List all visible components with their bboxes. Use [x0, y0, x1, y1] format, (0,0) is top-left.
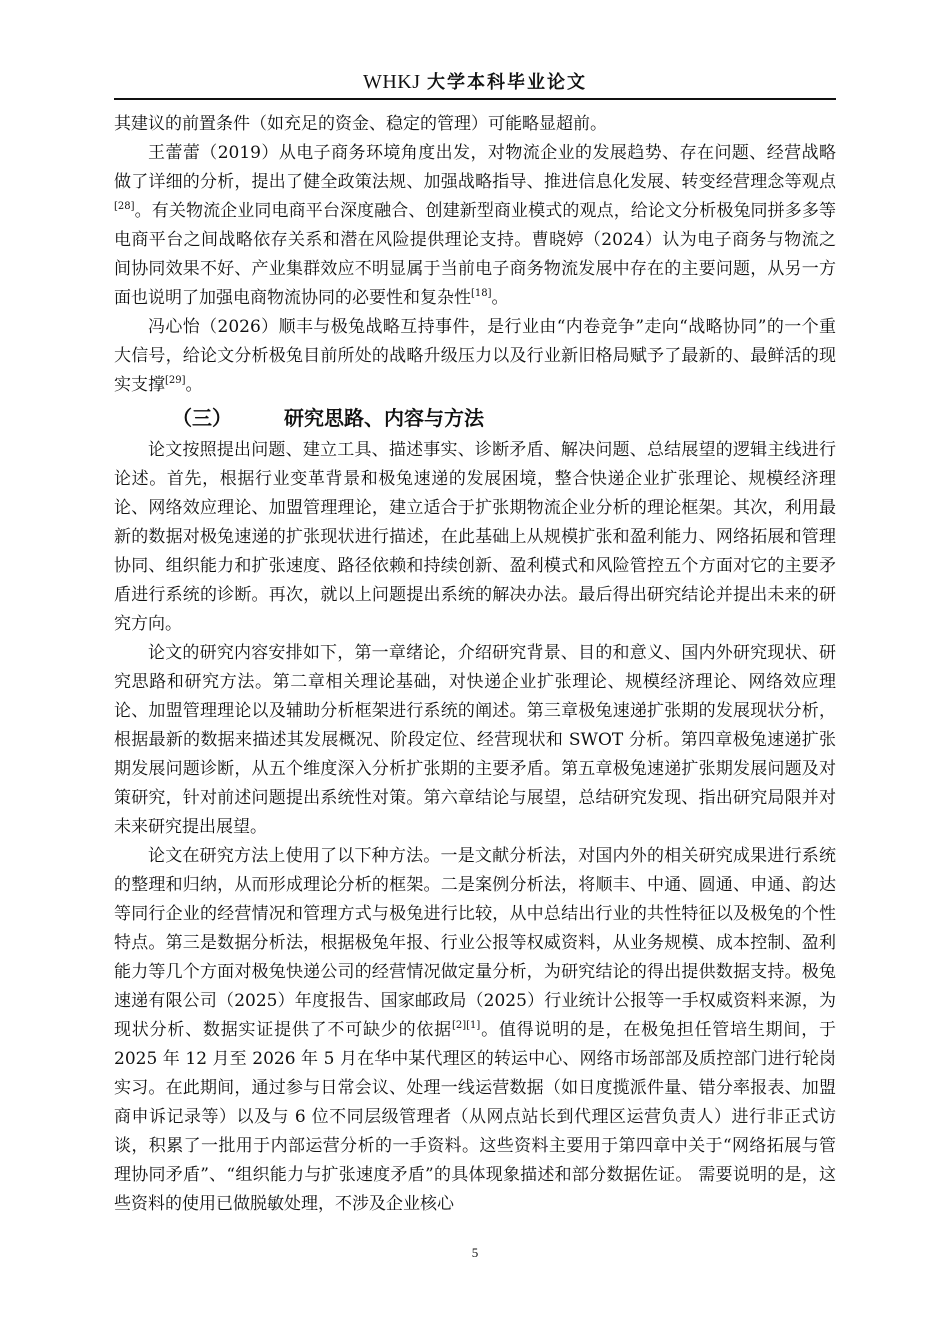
paragraph-logic: 论文按照提出问题、建立工具、描述事实、诊断矛盾、解决问题、总结展望的逻辑主线进行论述。首先，根据行业变革背景和极兔速递的发展困境，整合快递企业扩张理论、规模经济理论、网络效应理论、加盟管理理论，建立适合于扩张期物流企业分析的理论框架。其次，利用最新的数据对极兔速递的扩张现状进行描述，在此基础上从规模扩张和盈利能力、网络拓展和管理协同、组织能力和扩张速度、路径依赖和持续创新、盈利模式和风险管控五个方面对它的主要矛盾进行系统的诊断。再次，就以上问题提出系统的解决办法。最后得出研究结论并提出未来的研究方向。	[114, 440, 836, 634]
paragraph-continued: 其建议的前置条件（如充足的资金、稳定的管理）可能略显超前。	[114, 114, 607, 134]
section-title: 研究思路、内容与方法	[284, 406, 484, 430]
citation: [18]	[471, 288, 492, 299]
header-rule	[114, 98, 836, 100]
citation: [28]	[114, 201, 135, 212]
paragraph-feng: 冯心怡（2026）顺丰与极兔战略互持事件，是行业由“内卷竞争”走向“战略协同”的一个重大信号，给论文分析极兔目前所处的战略升级压力以及行业新旧格局赋予了最新的、最鲜活的现实支撑[29]。	[114, 317, 836, 395]
page-number: 5	[471, 1245, 479, 1260]
section-number: （三）	[172, 406, 232, 430]
body-text	[114, 110, 836, 1219]
section-heading	[114, 400, 836, 436]
page-header	[114, 66, 836, 98]
citation: [29]	[165, 375, 186, 386]
paragraph-wang: 王蕾蕾（2019）从电子商务环境角度出发，对物流企业的发展趋势、存在问题、经营战略做了详细的分析，提出了健全政策法规、加强战略指导、推进信息化发展、转变经营理念等观点[28]。有关物流企业同电商平台深度融合、创建新型商业模式的观点，给论文分析极兔同拼多多等电商平台之间战略依存关系和潜在风险提供理论支持。曹晓婷（2024）认为电子商务与物流之间协同效果不好、产业集群效应不明显属于当前电子商务物流发展中存在的主要问题，从另一方面也说明了加强电商物流协同的必要性和复杂性[18]。	[114, 143, 836, 308]
paragraph-methods: 论文在研究方法上使用了以下种方法。一是文献分析法，对国内外的相关研究成果进行系统的整理和归纳，从而形成理论分析的框架。二是案例分析法，将顺丰、中通、圆通、申通、韵达等同行企业的经营情况和管理方式与极兔进行比较，从中总结出行业的共性特征以及极兔的个性特点。第三是数据分析法，根据极兔年报、行业公报等权威资料，从业务规模、成本控制、盈利能力等几个方面对极兔快递公司的经营情况做定量分析，为研究结论的得出提供数据支持。极兔速递有限公司（2025）年度报告、国家邮政局（2025）行业统计公报等一手权威资料来源，为现状分析、数据实证提供了不可缺少的依据[2][1]。值得说明的是，在极兔担任管培生期间，于 2025 年 12 月至 2026 年 5 月在华中某代理区的转运中心、网络市场部部及质控部门进行轮岗实习。在此期间，通过参与日常会议、处理一线运营数据（如日度揽派件量、错分率报表、加盟商申诉记录等）以及与 6 位不同层级管理者（从网点站长到代理区运营负责人）进行非正式访谈，积累了一批用于内部运营分析的一手资料。这些资料主要用于第四章中关于“网络拓展与管理协同矛盾”、“组织能力与扩张速度矛盾”的具体现象描述和部分数据佐证。 需要说明的是，这些资料的使用已做脱敏处理，不涉及企业核心	[114, 846, 837, 1214]
citation: [2][1]	[451, 1020, 481, 1031]
header-abbrev: WHKJ	[362, 71, 421, 93]
paragraph-structure: 论文的研究内容安排如下，第一章绪论，介绍研究背景、目的和意义、国内外研究现状、研究思路和研究方法。第二章相关理论基础，对快递企业扩张理论、规模经济理论、网络效应理论、加盟管理理论以及辅助分析框架进行系统的阐述。第三章极兔速递扩张期的发展现状分析，根据最新的数据来描述其发展概况、阶段定位、经营现状和 SWOT 分析。第四章极兔速递扩张期发展问题诊断，从五个维度深入分析扩张期的主要矛盾。第五章极兔速递扩张期发展问题及对策研究，针对前述问题提出系统性对策。第六章结论与展望，总结研究发现、指出研究局限并对未来研究提出展望。	[114, 643, 836, 837]
header-title: 大学本科毕业论文	[427, 72, 588, 93]
